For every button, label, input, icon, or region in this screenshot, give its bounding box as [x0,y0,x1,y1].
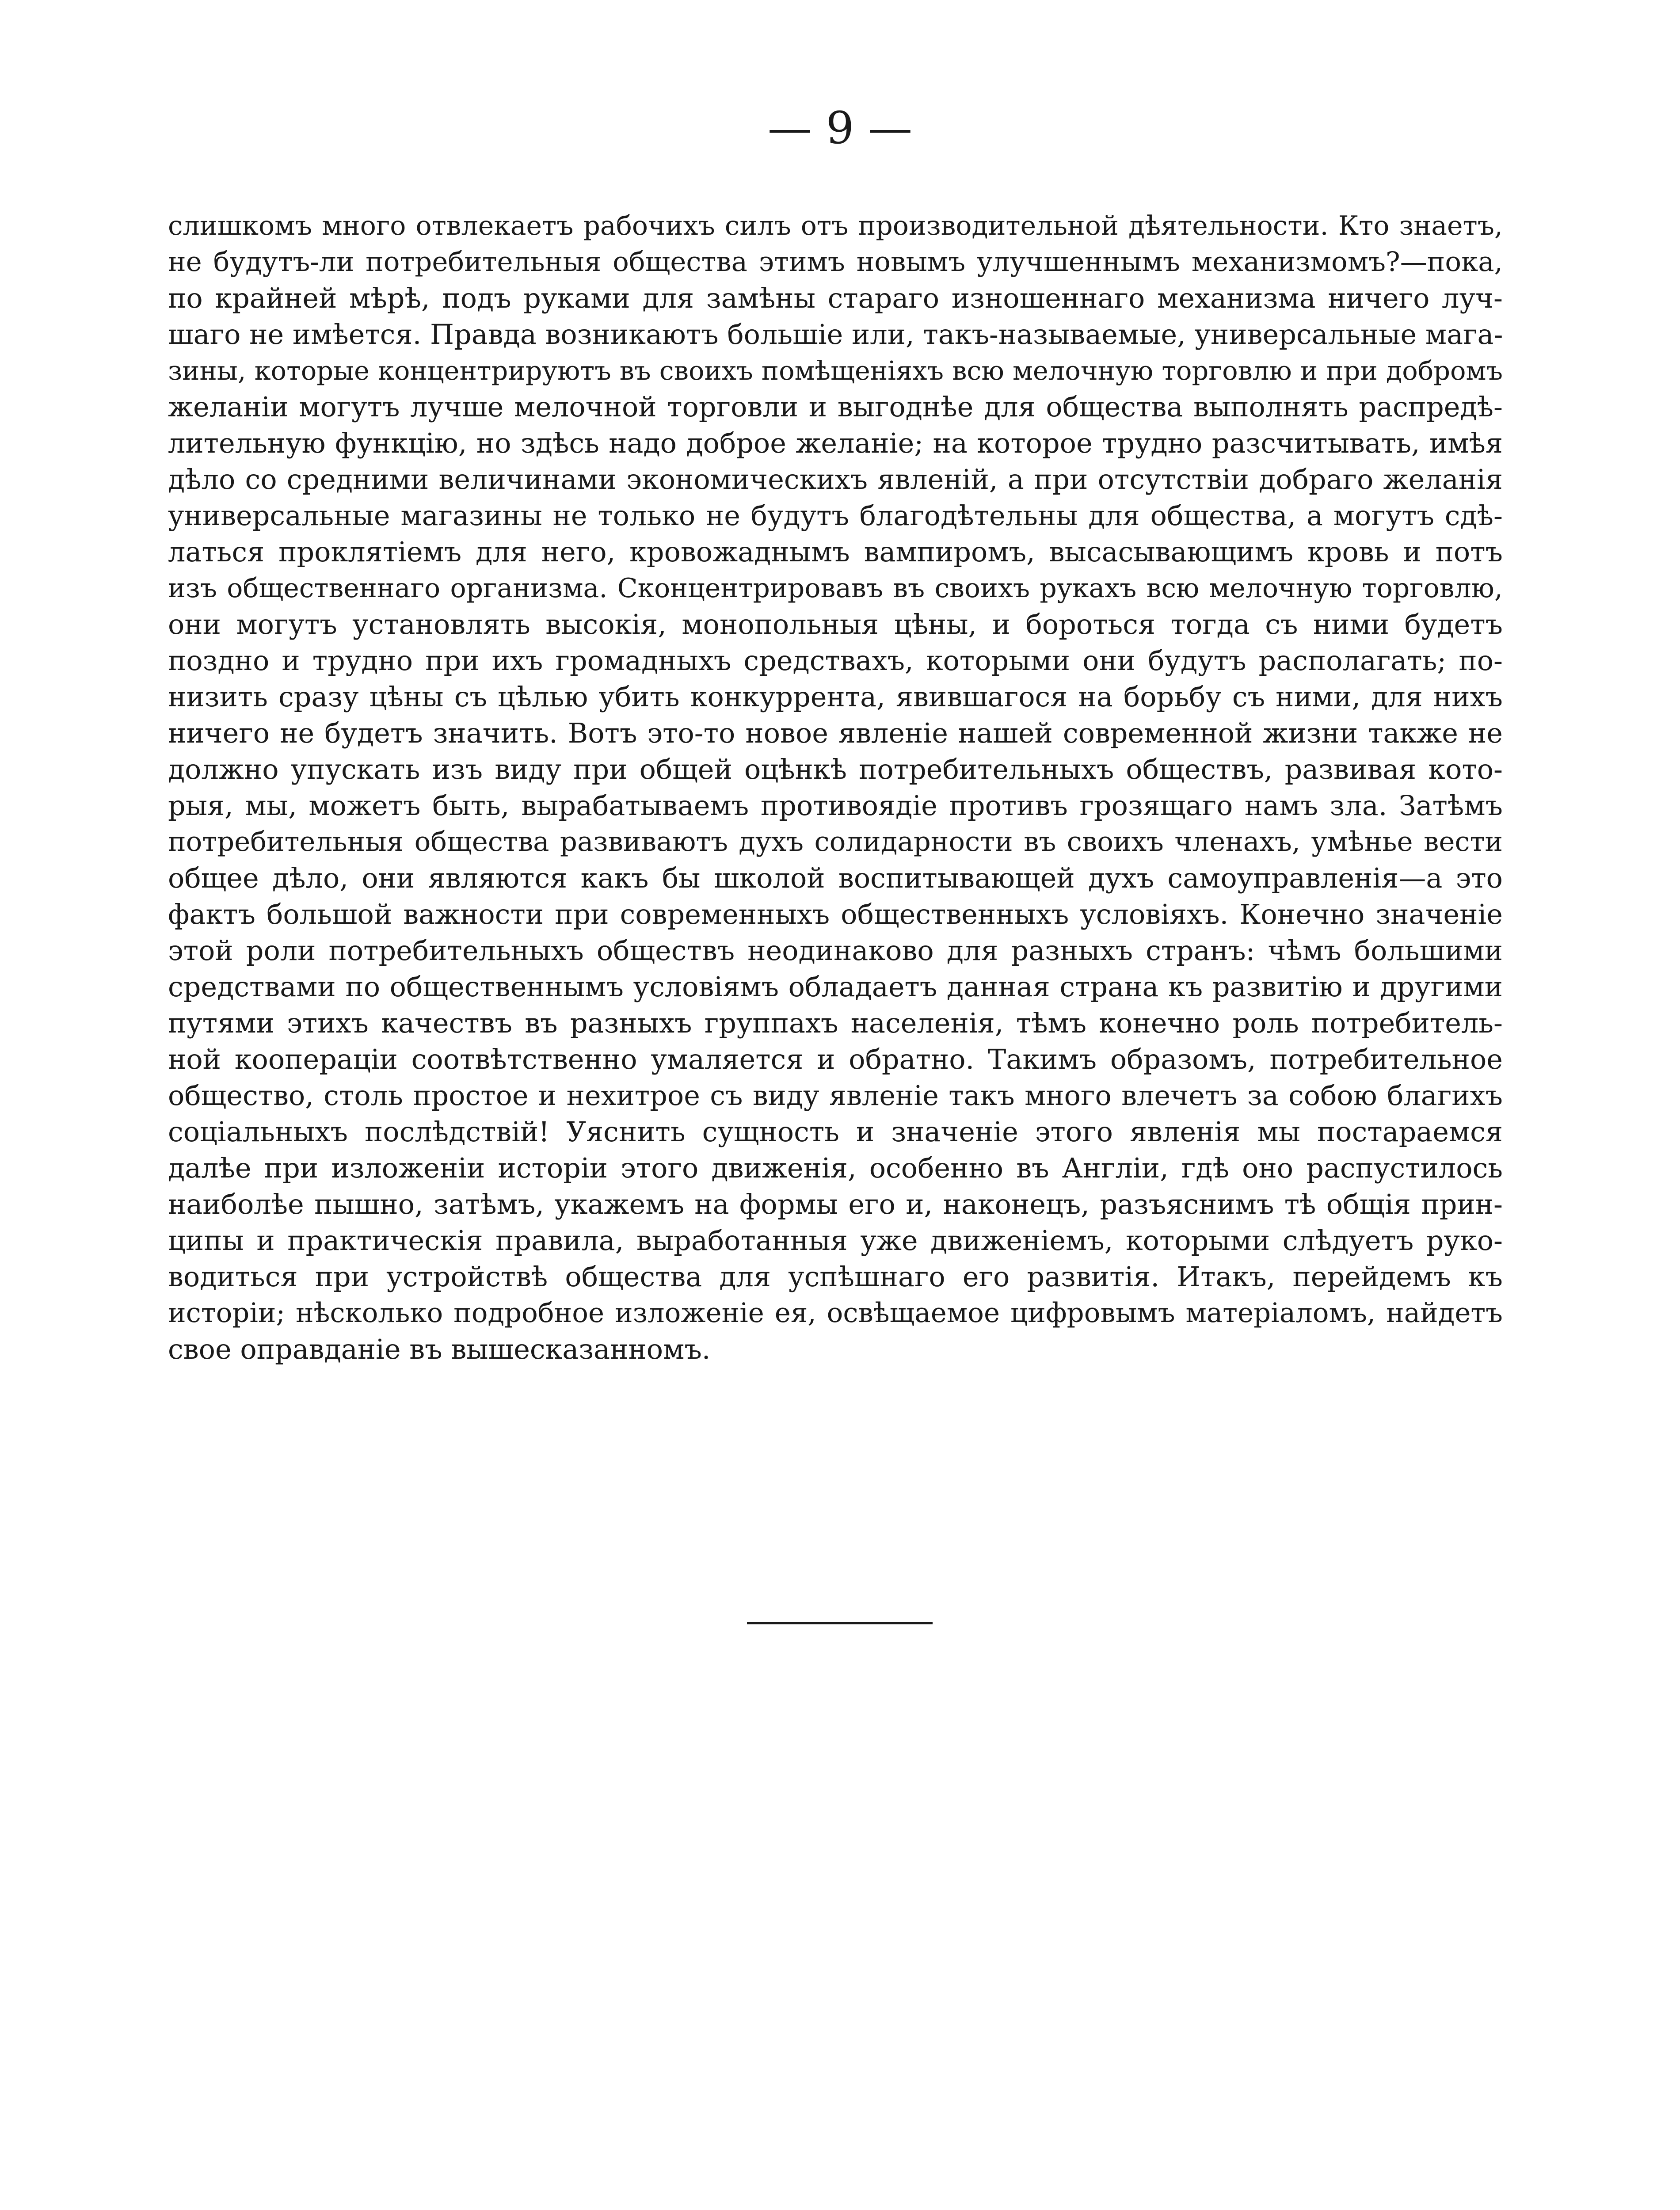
text-line: наиболѣе пышно, затѣмъ, укажемъ на формы его и, наконецъ, разъяснимъ тѣ общія прин- [168,1188,1503,1220]
text-line: не будутъ-ли потребительныя общества этимъ новымъ улучшеннымъ механизмомъ?—пока, [168,246,1503,278]
text-line: потребительныя общества развиваютъ духъ солидарности въ своихъ членахъ, умѣнье вести [168,826,1503,857]
text-line: должно упускать изъ виду при общей оцѣнкѣ потребительныхъ обществъ, развивая кото- [168,753,1503,785]
text-line: шаго не имѣется. Правда возникаютъ большіе или, такъ-называемые, универсальные мага- [168,318,1503,351]
text-line: путями этихъ качествъ въ разныхъ группахъ населенія, тѣмъ конечно роль потребитель- [168,1007,1503,1039]
text-line: по крайней мѣрѣ, подъ руками для замѣны стараго изношеннаго механизма ничего луч- [168,282,1503,314]
text-line: этой роли потребительныхъ обществъ неодинаково для разныхъ странъ: чѣмъ большими [168,934,1503,967]
text-line: изъ общественнаго организма. Сконцентрировавъ въ своихъ рукахъ всю мелочную торговлю, [168,573,1503,604]
text-line: поздно и трудно при ихъ громадныхъ средствахъ, которыми они будутъ располагать; по- [168,644,1503,677]
body-text [168,208,1503,1368]
text-line: исторіи; нѣсколько подробное изложеніе ея, освѣщаемое цифровымъ матеріаломъ, найдетъ [168,1297,1503,1329]
text-line: они могутъ установлять высокія, монопольныя цѣны, и бороться тогда съ ними будетъ [168,608,1503,640]
page-number: — 9 — [767,102,913,154]
section-end-rule [747,1622,933,1624]
text-line: далѣе при изложеніи исторіи этого движенія, особенно въ Англіи, гдѣ оно распустилось [168,1152,1503,1184]
text-line: водиться при устройствѣ общества для успѣшнаго его развитія. Итакъ, перейдемъ къ [168,1261,1503,1293]
text-line: общество, столь простое и нехитрое съ виду явленіе такъ много влечетъ за собою благихъ [168,1079,1503,1112]
text-line: соціальныхъ послѣдствій! Уяснить сущность и значеніе этого явленія мы постараемся [168,1116,1503,1148]
text-line: дѣло со средними величинами экономическихъ явленій, а при отсутствіи добраго желанія [168,463,1503,495]
text-line: зины, которые концентрируютъ въ своихъ помѣщеніяхъ всю мелочную торговлю и при добромъ [168,355,1503,386]
text-line: средствами по общественнымъ условіямъ обладаетъ данная страна къ развитію и другими [168,971,1503,1003]
text-line: ничего не будетъ значить. Вотъ это-то новое явленіе нашей современной жизни также не [168,717,1503,749]
text-line: рыя, мы, можетъ быть, вырабатываемъ противоядіе противъ грозящаго намъ зла. Затѣмъ [168,789,1503,822]
text-line-last: свое оправданіе въ вышесказанномъ. [168,1333,711,1365]
text-line: желаніи могутъ лучше мелочной торговли и выгоднѣе для общества выполнять распредѣ- [168,391,1503,423]
text-line: слишкомъ много отвлекаетъ рабочихъ силъ отъ производительной дѣятельности. Кто знаетъ, [168,210,1503,241]
text-line: фактъ большой важности при современныхъ общественныхъ условіяхъ. Конечно значеніе [168,898,1503,930]
text-line: ципы и практическія правила, выработанныя уже движеніемъ, которыми слѣдуетъ руко- [168,1224,1503,1257]
text-line: универсальные магазины не только не будутъ благодѣтельны для общества, а могутъ сдѣ- [168,499,1503,532]
text-line: ной коопераціи соотвѣтственно умаляется и обратно. Такимъ образомъ, потребительное [168,1043,1503,1075]
text-line: низить сразу цѣны съ цѣлью убить конкуррента, явившагося на борьбу съ ними, для нихъ [168,681,1503,713]
text-line: латься проклятіемъ для него, кровожаднымъ вампиромъ, высасывающимъ кровь и потъ [168,536,1503,568]
text-line: общее дѣло, они являются какъ бы школой воспитывающей духъ самоуправленія—а это [168,862,1503,894]
text-line: лительную функцію, но здѣсь надо доброе желаніе; на которое трудно разсчитывать, имѣя [168,427,1503,459]
